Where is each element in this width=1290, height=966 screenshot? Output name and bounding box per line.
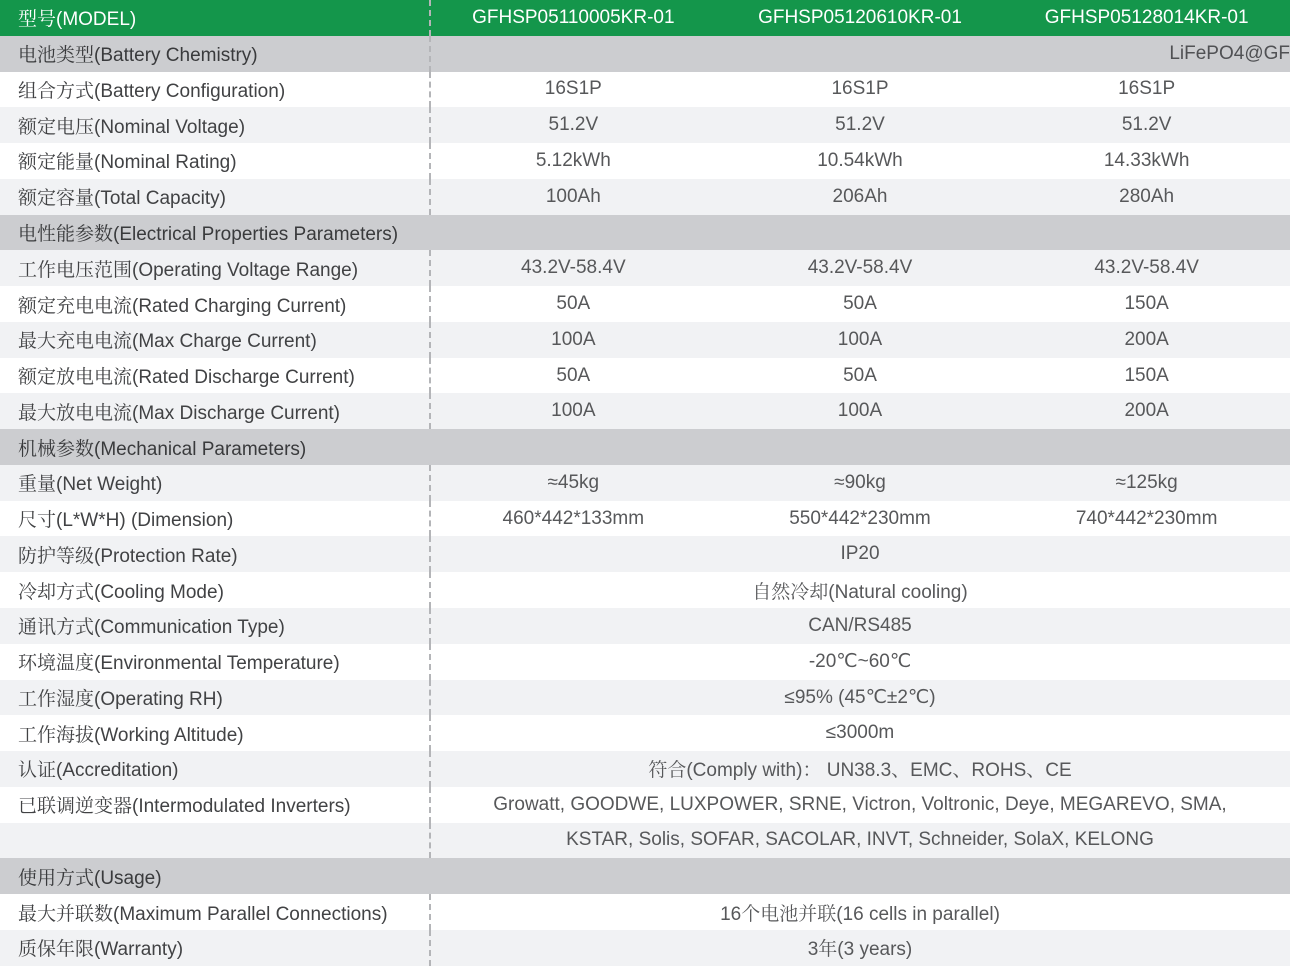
spec-label: 最大充电电流(Max Charge Current)	[18, 331, 317, 353]
spec-value: 206Ah	[832, 185, 888, 207]
spec-value: 150A	[1124, 293, 1169, 314]
spec-label: 冷却方式(Cooling Mode)	[18, 581, 224, 603]
spec-value-merged: CAN/RS485	[808, 614, 912, 636]
spec-label: 最大并联数(Maximum Parallel Connections)	[18, 903, 388, 925]
section-title: 电性能参数(Electrical Properties Parameters)	[18, 223, 399, 245]
spec-value-merged: LiFePO4@GF	[1169, 42, 1290, 64]
spec-row	[0, 787, 1290, 823]
spec-value: 50A	[556, 364, 591, 386]
spec-row	[0, 572, 1290, 608]
section-title: 机械参数(Mechanical Parameters)	[18, 438, 307, 460]
spec-value: 200A	[1124, 328, 1169, 350]
spec-value: 100A	[837, 328, 883, 350]
spec-label: 工作电压范围(Operating Voltage Range)	[18, 259, 359, 281]
spec-row	[0, 501, 1290, 537]
spec-value: ≈90kg	[834, 471, 886, 493]
spec-value: 51.2V	[835, 114, 885, 136]
spec-value-merged: ≤95% (45℃±2℃)	[784, 686, 936, 708]
model-header-label: 型号(MODEL)	[18, 9, 137, 31]
spec-value: 43.2V-58.4V	[1094, 257, 1199, 279]
spec-label: 认证(Accreditation)	[18, 760, 179, 782]
spec-label: 额定充电电流(Rated Charging Current)	[18, 295, 347, 317]
spec-label: 环境温度(Environmental Temperature)	[18, 653, 340, 675]
spec-value: 150A	[1124, 364, 1169, 386]
spec-value: ≈125kg	[1115, 471, 1178, 493]
spec-label: 通讯方式(Communication Type)	[18, 617, 285, 639]
spec-label: 已联调逆变器(Intermodulated Inverters)	[18, 796, 351, 818]
spec-row	[0, 680, 1290, 716]
spec-value: 740*442*230mm	[1075, 507, 1218, 529]
spec-value-merged: KSTAR, Solis, SOFAR, SACOLAR, INVT, Schneider, SolaX, KELONG	[566, 829, 1154, 851]
spec-row	[0, 107, 1290, 143]
spec-value: 280Ah	[1119, 185, 1175, 207]
spec-label: 最大放电电流(Max Discharge Current)	[18, 402, 340, 424]
section-header-row	[0, 215, 1290, 251]
section-header-row	[0, 858, 1290, 894]
spec-row	[0, 286, 1290, 322]
spec-value: 100A	[551, 400, 596, 422]
spec-value-merged: ≤3000m	[825, 722, 895, 744]
spec-value-merged: Growatt, GOODWE, LUXPOWER, SRNE, Victron, Voltronic, Deye, MEGAREVO, SMA,	[493, 793, 1227, 815]
spec-label: 重量(Net Weight)	[18, 474, 163, 496]
spec-row	[0, 322, 1290, 358]
spec-label: 质保年限(Warranty)	[18, 939, 184, 961]
spec-value: ≈45kg	[547, 471, 600, 493]
spec-value: 50A	[843, 364, 877, 386]
spec-row	[0, 894, 1290, 930]
spec-value: 100Ah	[545, 185, 601, 207]
spec-row	[0, 715, 1290, 751]
spec-row	[0, 465, 1290, 501]
table-body	[0, 36, 1290, 966]
spec-row	[0, 72, 1290, 108]
spec-value-merged: -20℃~60℃	[808, 651, 912, 673]
model-column-header-2: GFHSP05120610KR-01	[758, 6, 962, 28]
section-title: 使用方式(Usage)	[18, 867, 162, 889]
spec-label: 额定电压(Nominal Voltage)	[18, 116, 246, 138]
spec-row	[0, 36, 1290, 72]
spec-value: 14.33kWh	[1103, 149, 1190, 171]
spec-value-merged: IP20	[840, 543, 880, 565]
spec-value: 10.54kWh	[817, 149, 903, 171]
spec-label: 额定放电电流(Rated Discharge Current)	[18, 367, 355, 389]
spec-row	[0, 536, 1290, 572]
spec-row	[0, 393, 1290, 429]
spec-row	[0, 250, 1290, 286]
spec-value: 16S1P	[831, 78, 889, 100]
spec-value-merged: 16个电池并联(16 cells in parallel)	[720, 903, 1000, 925]
spec-label: 尺寸(L*W*H) (Dimension)	[18, 510, 234, 532]
spec-row	[0, 358, 1290, 394]
spec-value: 460*442*133mm	[502, 507, 645, 529]
model-column-header-3: GFHSP05128014KR-01	[1044, 6, 1249, 28]
table-header-row	[0, 0, 1290, 36]
spec-value: 51.2V	[1121, 114, 1172, 136]
spec-value-merged: 符合(Comply with)： UN38.3、EMC、ROHS、CE	[648, 760, 1072, 782]
spec-row	[0, 608, 1290, 644]
spec-value: 50A	[843, 293, 877, 314]
spec-row	[0, 644, 1290, 680]
spec-value: 100A	[551, 328, 596, 350]
spec-label: 工作海拔(Working Altitude)	[18, 724, 244, 746]
spec-value-merged: 3年(3 years)	[807, 939, 913, 961]
spec-value: 51.2V	[548, 114, 599, 136]
section-header-row	[0, 429, 1290, 465]
spec-value: 550*442*230mm	[789, 507, 931, 529]
spec-label: 额定能量(Nominal Rating)	[18, 152, 237, 174]
spec-label: 防护等级(Protection Rate)	[18, 545, 238, 567]
spec-value: 5.12kWh	[535, 149, 611, 171]
spec-label: 额定容量(Total Capacity)	[18, 188, 226, 210]
spec-row	[0, 823, 1290, 859]
spec-value: 200A	[1124, 400, 1169, 422]
spec-label: 组合方式(Battery Configuration)	[18, 80, 286, 102]
spec-row	[0, 143, 1290, 179]
spec-row	[0, 930, 1290, 966]
spec-value: 16S1P	[1118, 78, 1176, 100]
spec-row	[0, 179, 1290, 215]
spec-value-merged: 自然冷却(Natural cooling)	[752, 581, 968, 603]
spec-value: 43.2V-58.4V	[807, 257, 913, 279]
spec-label: 工作湿度(Operating RH)	[18, 688, 223, 710]
spec-row	[0, 751, 1290, 787]
spec-value: 100A	[837, 400, 883, 422]
spec-value: 43.2V-58.4V	[521, 257, 626, 279]
spec-value: 50A	[556, 293, 591, 314]
spec-label: 电池类型(Battery Chemistry)	[18, 45, 258, 67]
spec-value: 16S1P	[544, 78, 602, 100]
model-column-header-1: GFHSP05110005KR-01	[472, 6, 675, 28]
